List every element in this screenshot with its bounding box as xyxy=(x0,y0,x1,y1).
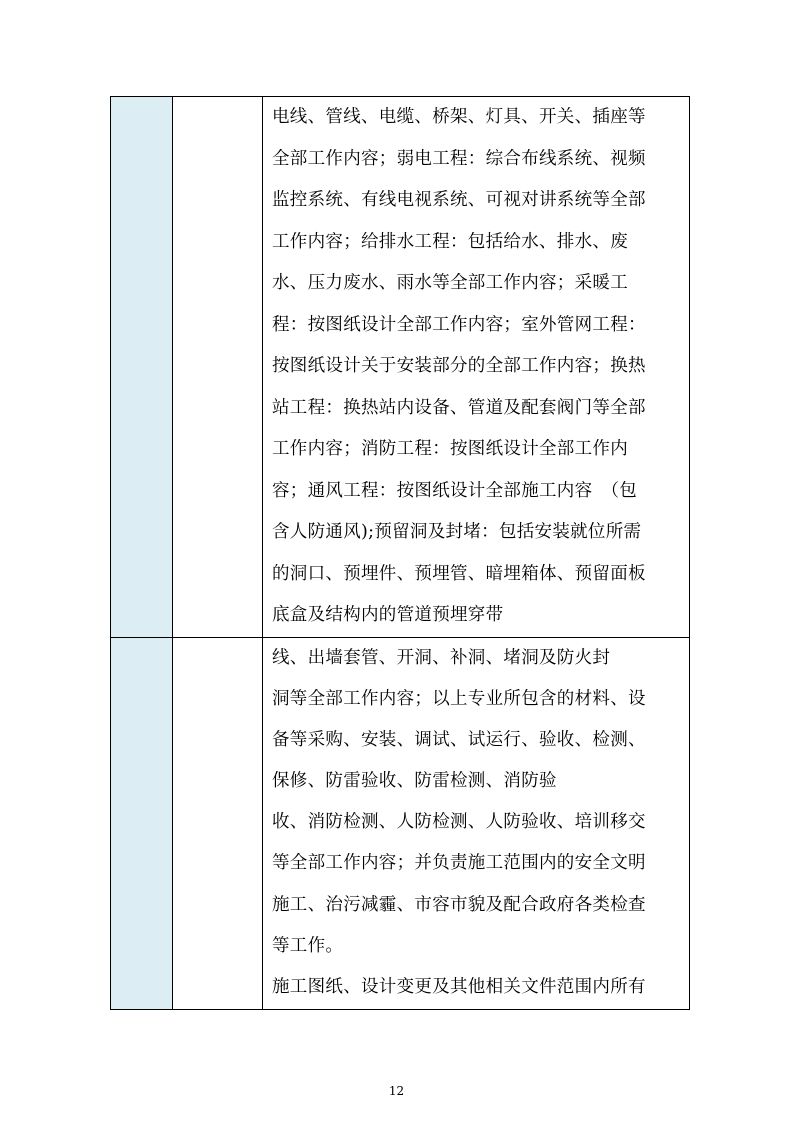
text-line: 保修、防雷验收、防雷检测、消防验 xyxy=(272,771,557,792)
text-line: 施工图纸、设计变更及其他相关文件范围内所有 xyxy=(272,977,646,997)
empty-cell xyxy=(173,97,263,638)
text-line: 工作内容；给排水工程：包括给水、排水、废 xyxy=(272,231,628,252)
text-line: 水、压力废水、雨水等全部工作内容；采暖工 xyxy=(272,273,628,293)
text-line: 的洞口、预埋件、预埋管、暗埋箱体、预留面板 xyxy=(272,563,646,584)
text-line: 站工程：换热站内设备、管道及配套阀门等全部 xyxy=(272,397,646,418)
shaded-label-cell xyxy=(111,97,173,638)
text-line: 施工、治污减霾、市容市貌及配合政府各类检查 xyxy=(272,894,646,915)
content-cell xyxy=(263,637,690,1009)
content-cell xyxy=(263,97,690,638)
page-number: 12 xyxy=(388,1084,405,1098)
text-line: 洞等全部工作内容；以上专业所包含的材料、设 xyxy=(272,688,646,709)
text-line: 线、出墙套管、开洞、补洞、堵洞及防火封 xyxy=(272,647,611,668)
text-line: 底盒及结构内的管道预埋穿带 xyxy=(272,605,504,625)
text-line: 含人防通风);预留洞及封堵：包括安装就位所需 xyxy=(272,522,642,542)
table-row xyxy=(111,97,690,638)
text-line: 容；通风工程：按图纸设计全部施工内容 （包 xyxy=(272,480,638,501)
text-line: 监控系统、有线电视系统、可视对讲系统等全部 xyxy=(272,190,646,210)
text-line: 程：按图纸设计全部工作内容；室外管网工程： xyxy=(272,314,646,335)
text-line: 收、消防检测、人防检测、人防验收、培训移交 xyxy=(272,812,646,833)
empty-cell xyxy=(173,637,263,1009)
text-line: 等全部工作内容；并负责施工范围内的安全文明 xyxy=(272,853,646,874)
scope-table xyxy=(110,96,690,1010)
text-line: 工作内容；消防工程：按图纸设计全部工作内 xyxy=(272,439,628,459)
text-line: 按图纸设计关于安装部分的全部工作内容；换热 xyxy=(272,356,646,376)
text-line: 全部工作内容；弱电工程：综合布线系统、视频 xyxy=(272,148,646,169)
text-line: 电线、管线、电缆、桥架、灯具、开关、插座等 xyxy=(272,107,646,127)
text-line: 备等采购、安装、调试、试运行、验收、检测、 xyxy=(272,729,646,750)
shaded-label-cell xyxy=(111,637,173,1009)
text-line: 等工作。 xyxy=(272,935,344,956)
table-row xyxy=(111,637,690,1009)
